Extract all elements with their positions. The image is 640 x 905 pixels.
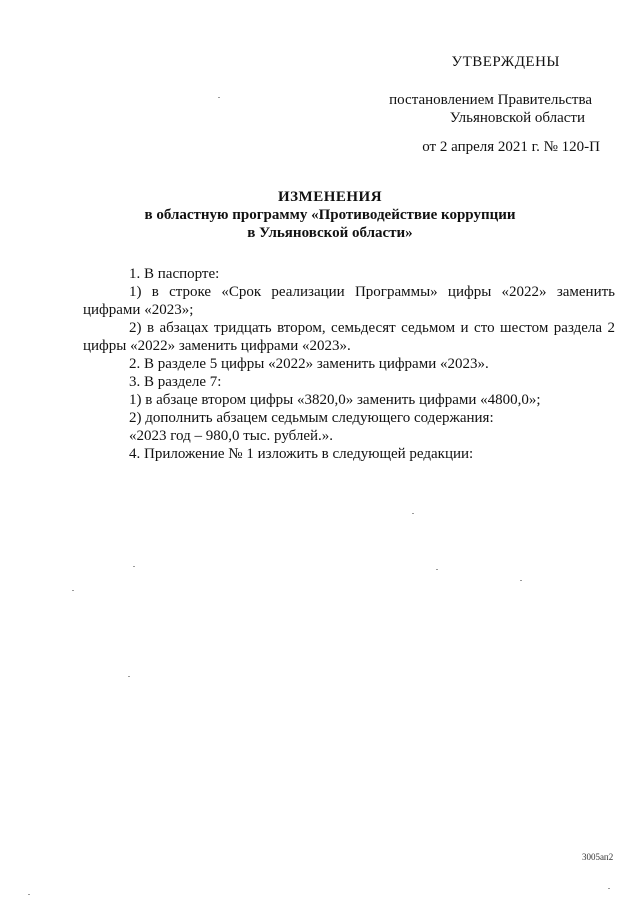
- paragraph-2: 1) в строке «Срок реализации Программы» цифры «2022» заменить цифрами «2023»;: [83, 284, 615, 318]
- approval-resolution-line: постановлением Правительства: [389, 92, 592, 108]
- paragraph-1: 1. В паспорте:: [129, 266, 220, 282]
- approval-heading: УТВЕРЖДЕНЫ: [451, 54, 560, 70]
- paragraph-9: 4. Приложение № 1 изложить в следующей редакции:: [129, 446, 474, 462]
- scan-speck: [436, 569, 438, 570]
- scan-speck: [72, 590, 74, 591]
- paragraph-3: 2) в абзацах тридцать втором, семьдесят седьмом и сто шестом раздела 2 цифры «2022» заменить цифрами «2023».: [83, 320, 615, 354]
- title-subtitle-line-2: в Ульяновской области»: [247, 225, 413, 241]
- paragraph-6: 1) в абзаце втором цифры «3820,0» заменить цифрами «4800,0»;: [129, 392, 541, 408]
- document-code: 3005ап2: [582, 852, 614, 862]
- scan-speck: [133, 566, 135, 567]
- scan-speck: [608, 888, 610, 889]
- scan-speck: [520, 580, 522, 581]
- title-subtitle-line-1: в областную программу «Противодействие коррупции: [144, 207, 516, 223]
- document-body: [83, 265, 615, 463]
- document-title: [80, 188, 580, 242]
- paragraph-4: 2. В разделе 5 цифры «2022» заменить цифрами «2023».: [129, 356, 489, 372]
- paragraph-7: 2) дополнить абзацем седьмым следующего содержания:: [129, 410, 494, 426]
- scan-speck: [218, 97, 220, 98]
- scan-speck: [28, 894, 30, 895]
- scan-speck: [128, 676, 130, 677]
- approval-region-line: Ульяновской области: [449, 110, 585, 126]
- approval-date-line: от 2 апреля 2021 г. № 120-П: [422, 139, 600, 155]
- paragraph-5: 3. В разделе 7:: [129, 374, 222, 390]
- paragraph-8: «2023 год – 980,0 тыс. рублей.».: [129, 428, 334, 444]
- title-main: ИЗМЕНЕНИЯ: [277, 189, 383, 205]
- scan-speck: [412, 513, 414, 514]
